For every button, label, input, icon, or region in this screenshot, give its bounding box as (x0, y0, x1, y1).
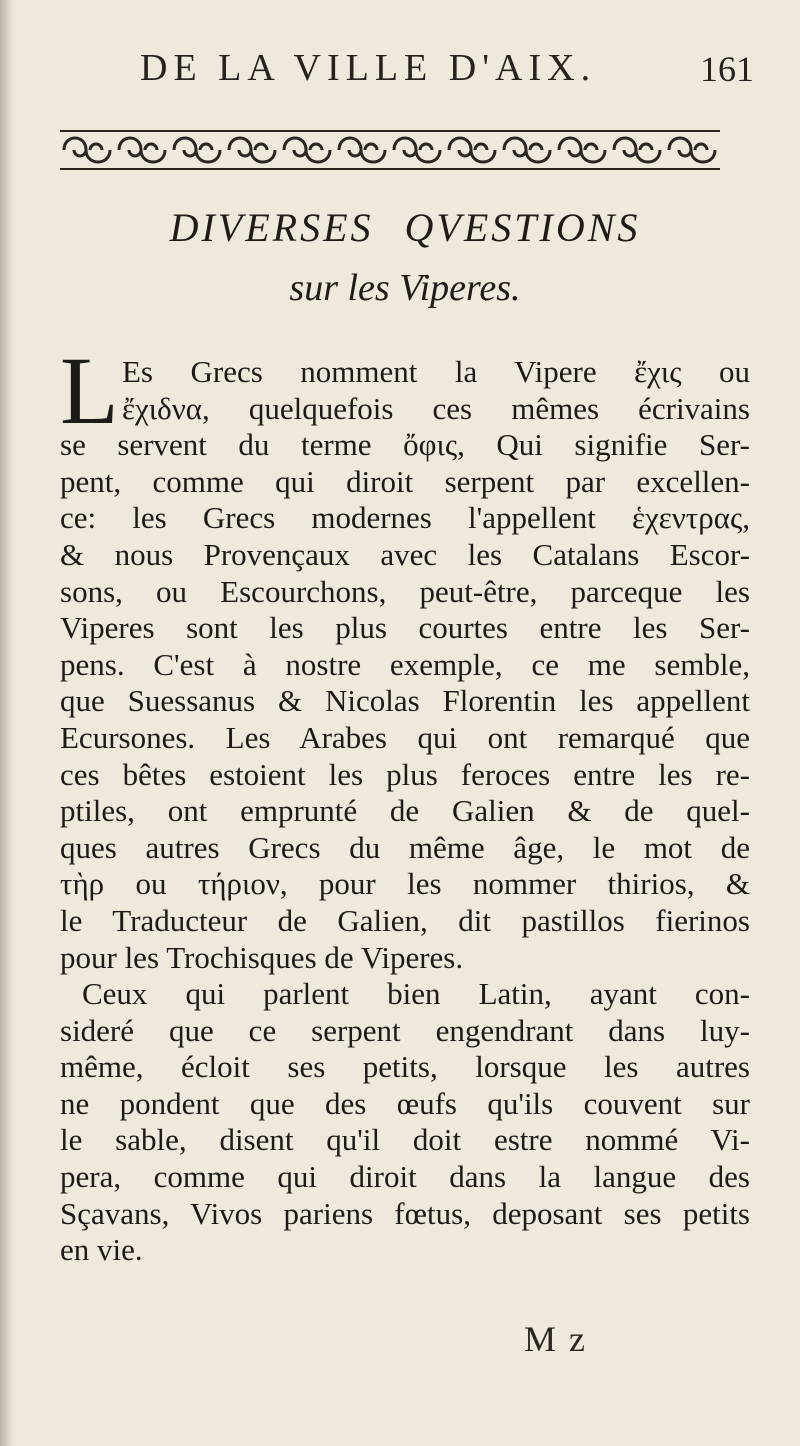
text-line: pent, comme qui diroit serpent par excellen- (60, 463, 750, 499)
text-line: Ceux qui parlent bien Latin, ayant con- (82, 976, 750, 1012)
ornament-scroll (394, 138, 440, 162)
signature-mark: M z (524, 1319, 587, 1359)
text-line: le sable, disent qu'il doit estre nommé Vi- (60, 1122, 750, 1158)
ornament-scroll (504, 138, 550, 162)
text-line: Sçavans, Vivos pariens fœtus, deposant ses petits (60, 1195, 750, 1231)
page-number: 161 (700, 49, 754, 89)
text-line: ce: les Grecs modernes l'appellent ἑχεντρας, (60, 500, 750, 536)
ornament-scroll (614, 138, 660, 162)
text-line: ptiles, ont emprunté de Galien & de quel- (60, 793, 750, 829)
text-line: pera, comme qui diroit dans la langue des (60, 1159, 750, 1195)
text-line: que Suessanus & Nicolas Florentin les appellent (60, 683, 750, 719)
text-line: pens. C'est à nostre exemple, ce me semble, (60, 646, 750, 682)
ornament-scroll (174, 138, 220, 162)
text-line: Viperes sont les plus courtes entre les Ser- (60, 610, 750, 646)
ornament-scroll (669, 138, 715, 162)
running-head (0, 46, 800, 106)
text-line: Ecursones. Les Arabes qui ont remarqué que (60, 719, 750, 755)
section-subheading: sur les Viperes. (289, 267, 521, 309)
page-gutter-edge (0, 0, 14, 1446)
text-line: se servent du terme ὄφις, Qui signifie Ser- (60, 427, 750, 463)
ornament-scroll (229, 138, 275, 162)
ornament-scroll (449, 138, 495, 162)
text-line: & nous Provençaux avec les Catalans Escor- (60, 536, 750, 572)
text-line: ces bêtes estoient les plus feroces entre les re- (60, 756, 750, 792)
text-line: ques autres Grecs du même âge, le mot de (60, 829, 750, 865)
text-line: en vie. (60, 1232, 143, 1268)
text-line: même, écloit ses petits, lorsque les autres (60, 1049, 750, 1085)
ornament-scroll (559, 138, 605, 162)
text-line: ἔχιδνα, quelquefois ces mêmes écrivains (122, 390, 750, 426)
drop-cap: L (60, 337, 119, 444)
body-text (60, 337, 750, 1269)
text-line: τὴρ ou τήριον, pour les nommer thirios, & (60, 866, 750, 902)
decorative-ornament-band (60, 128, 720, 172)
text-line: sons, ou Escourchons, peut-être, parceque les (60, 573, 750, 609)
ornament-scroll (339, 138, 385, 162)
text-line: sideré que ce serpent engendrant dans luy- (60, 1012, 750, 1048)
section-heading: DIVERSES QVESTIONS (169, 205, 641, 250)
text-line: Es Grecs nomment la Vipere ἔχις ou (122, 354, 750, 389)
ornament-scroll (119, 138, 165, 162)
running-title: DE LA VILLE D'AIX. (140, 47, 597, 89)
text-line: pour les Trochisques de Viperes. (60, 939, 464, 975)
ornament-scroll (284, 138, 330, 162)
ornament-scroll (64, 138, 110, 162)
text-line: ne pondent que des œufs qu'ils couvent sur (60, 1085, 750, 1121)
text-line: le Traducteur de Galien, dit pastillos fierinos (60, 902, 750, 938)
